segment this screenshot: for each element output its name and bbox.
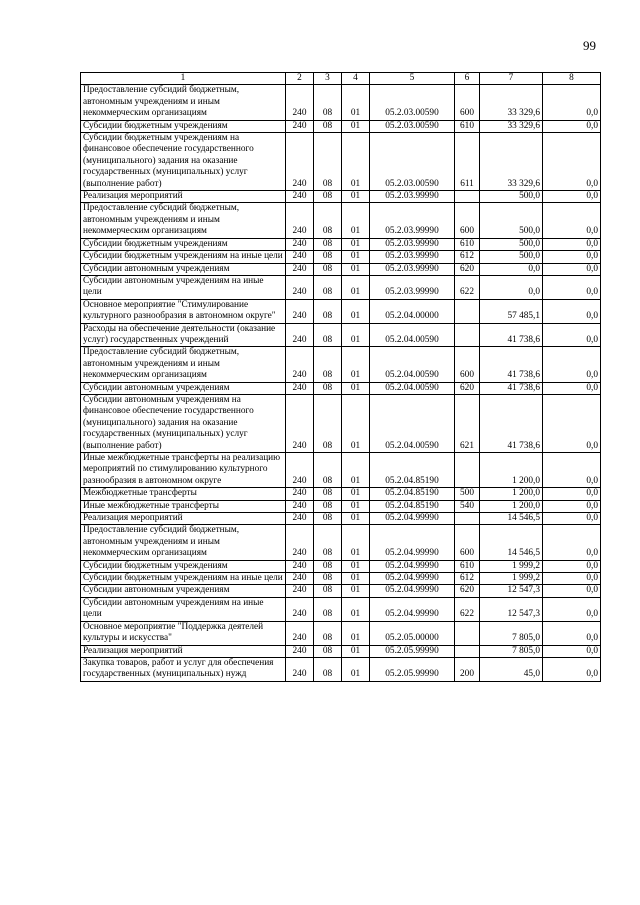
table-row (81, 263, 601, 275)
expense-type-cell: 612 (455, 573, 480, 585)
amount-extra-cell: 0,0 (543, 251, 601, 263)
expense-type-cell: 622 (455, 597, 480, 621)
expense-type-cell (455, 621, 480, 645)
section-cell: 08 (314, 573, 342, 585)
row-name-cell: Реализация мероприятий (81, 645, 286, 657)
section-cell: 08 (314, 560, 342, 572)
amount-extra-cell: 0,0 (543, 621, 601, 645)
section-cell: 08 (314, 585, 342, 597)
admin-code-cell: 240 (286, 394, 314, 452)
table-row (81, 238, 601, 250)
table-body (81, 73, 601, 682)
target-article-cell: 05.2.04.99990 (370, 525, 455, 560)
subsection-cell: 01 (342, 525, 370, 560)
expense-type-cell: 200 (455, 657, 480, 681)
amount-extra-cell: 0,0 (543, 203, 601, 238)
expense-type-cell: 620 (455, 263, 480, 275)
table-row (81, 394, 601, 452)
subsection-cell: 01 (342, 191, 370, 203)
admin-code-cell: 240 (286, 120, 314, 132)
amount-cell: 500,0 (480, 251, 543, 263)
target-article-cell: 05.2.04.85190 (370, 500, 455, 512)
expense-type-cell (455, 191, 480, 203)
table-row (81, 347, 601, 382)
subsection-cell: 01 (342, 251, 370, 263)
expense-type-cell: 621 (455, 394, 480, 452)
row-name-cell: Субсидии бюджетным учреждениям (81, 120, 286, 132)
amount-cell: 57 485,1 (480, 299, 543, 323)
amount-cell: 0,0 (480, 275, 543, 299)
row-name-cell: Субсидии автономным учреждениям на иные цели (81, 275, 286, 299)
row-name-cell: Субсидии бюджетным учреждениям на иные цели (81, 251, 286, 263)
expense-type-cell: 600 (455, 525, 480, 560)
expense-type-cell (455, 513, 480, 525)
table-row (81, 323, 601, 347)
section-cell: 08 (314, 525, 342, 560)
row-name-cell: Субсидии бюджетным учреждениям (81, 238, 286, 250)
admin-code-cell: 240 (286, 133, 314, 191)
section-cell: 08 (314, 203, 342, 238)
row-name-cell: Субсидии бюджетным учреждениям на иные цели (81, 573, 286, 585)
expense-type-cell: 610 (455, 120, 480, 132)
subsection-cell: 01 (342, 263, 370, 275)
expense-type-cell: 622 (455, 275, 480, 299)
amount-cell: 500,0 (480, 203, 543, 238)
section-cell: 08 (314, 621, 342, 645)
section-cell: 08 (314, 347, 342, 382)
subsection-cell: 01 (342, 573, 370, 585)
amount-cell: 41 738,6 (480, 323, 543, 347)
table-row (81, 585, 601, 597)
amount-cell: 33 329,6 (480, 85, 543, 120)
column-header: 1 (81, 73, 286, 85)
table-row (81, 120, 601, 132)
target-article-cell: 05.2.04.85190 (370, 453, 455, 488)
section-cell: 08 (314, 275, 342, 299)
amount-cell: 1 200,0 (480, 500, 543, 512)
amount-cell: 1 999,2 (480, 560, 543, 572)
admin-code-cell: 240 (286, 573, 314, 585)
expense-type-cell: 600 (455, 347, 480, 382)
row-name-cell: Субсидии автономным учреждениям (81, 585, 286, 597)
amount-extra-cell: 0,0 (543, 382, 601, 394)
row-name-cell: Предоставление субсидий бюджетным, автономным учреждениям и иным некоммерческим организациям (81, 203, 286, 238)
row-name-cell: Иные межбюджетные трансферты на реализацию мероприятий по стимулированию культурного разнообразия в автономном округе (81, 453, 286, 488)
amount-cell: 7 805,0 (480, 621, 543, 645)
subsection-cell: 01 (342, 133, 370, 191)
expense-type-cell: 610 (455, 560, 480, 572)
target-article-cell: 05.2.05.99990 (370, 645, 455, 657)
amount-extra-cell: 0,0 (543, 597, 601, 621)
row-name-cell: Закупка товаров, работ и услуг для обеспечения государственных (муниципальных) нужд (81, 657, 286, 681)
table-row (81, 525, 601, 560)
amount-extra-cell: 0,0 (543, 394, 601, 452)
subsection-cell: 01 (342, 597, 370, 621)
amount-extra-cell: 0,0 (543, 85, 601, 120)
admin-code-cell: 240 (286, 597, 314, 621)
table-row (81, 645, 601, 657)
column-header: 3 (314, 73, 342, 85)
budget-table (80, 72, 601, 682)
amount-extra-cell: 0,0 (543, 525, 601, 560)
section-cell: 08 (314, 394, 342, 452)
expense-type-cell (455, 453, 480, 488)
target-article-cell: 05.2.04.00590 (370, 382, 455, 394)
subsection-cell: 01 (342, 453, 370, 488)
column-header: 8 (543, 73, 601, 85)
column-header: 2 (286, 73, 314, 85)
table-row (81, 133, 601, 191)
amount-cell: 41 738,6 (480, 347, 543, 382)
expense-type-cell: 620 (455, 382, 480, 394)
target-article-cell: 05.2.03.99990 (370, 203, 455, 238)
target-article-cell: 05.2.04.99990 (370, 585, 455, 597)
amount-extra-cell: 0,0 (543, 645, 601, 657)
column-header: 6 (455, 73, 480, 85)
expense-type-cell (455, 645, 480, 657)
admin-code-cell: 240 (286, 560, 314, 572)
amount-extra-cell: 0,0 (543, 513, 601, 525)
section-cell: 08 (314, 85, 342, 120)
target-article-cell: 05.2.04.99990 (370, 597, 455, 621)
table-row (81, 251, 601, 263)
expense-type-cell: 620 (455, 585, 480, 597)
section-cell: 08 (314, 657, 342, 681)
subsection-cell: 01 (342, 347, 370, 382)
admin-code-cell: 240 (286, 525, 314, 560)
amount-extra-cell: 0,0 (543, 323, 601, 347)
page-number: 99 (583, 38, 596, 53)
expense-type-cell: 600 (455, 85, 480, 120)
row-name-cell: Предоставление субсидий бюджетным, автономным учреждениям и иным некоммерческим организациям (81, 85, 286, 120)
admin-code-cell: 240 (286, 191, 314, 203)
row-name-cell: Иные межбюджетные трансферты (81, 500, 286, 512)
expense-type-cell (455, 323, 480, 347)
row-name-cell: Субсидии автономным учреждениям (81, 382, 286, 394)
amount-cell: 0,0 (480, 263, 543, 275)
subsection-cell: 01 (342, 394, 370, 452)
subsection-cell: 01 (342, 238, 370, 250)
admin-code-cell: 240 (286, 382, 314, 394)
admin-code-cell: 240 (286, 500, 314, 512)
subsection-cell: 01 (342, 621, 370, 645)
amount-cell: 1 200,0 (480, 488, 543, 500)
expense-type-cell: 600 (455, 203, 480, 238)
target-article-cell: 05.2.03.99990 (370, 263, 455, 275)
target-article-cell: 05.2.05.00000 (370, 621, 455, 645)
table-row (81, 299, 601, 323)
subsection-cell: 01 (342, 645, 370, 657)
amount-extra-cell: 0,0 (543, 299, 601, 323)
target-article-cell: 05.2.04.99990 (370, 513, 455, 525)
section-cell: 08 (314, 382, 342, 394)
admin-code-cell: 240 (286, 238, 314, 250)
subsection-cell: 01 (342, 657, 370, 681)
table-row (81, 500, 601, 512)
subsection-cell: 01 (342, 85, 370, 120)
amount-extra-cell: 0,0 (543, 347, 601, 382)
subsection-cell: 01 (342, 585, 370, 597)
expense-type-cell: 500 (455, 488, 480, 500)
target-article-cell: 05.2.03.00590 (370, 120, 455, 132)
amount-extra-cell: 0,0 (543, 657, 601, 681)
target-article-cell: 05.2.04.00590 (370, 394, 455, 452)
section-cell: 08 (314, 238, 342, 250)
table-row (81, 560, 601, 572)
expense-type-cell: 540 (455, 500, 480, 512)
column-header: 7 (480, 73, 543, 85)
amount-cell: 45,0 (480, 657, 543, 681)
amount-extra-cell: 0,0 (543, 238, 601, 250)
admin-code-cell: 240 (286, 585, 314, 597)
section-cell: 08 (314, 299, 342, 323)
column-header: 4 (342, 73, 370, 85)
table-row (81, 573, 601, 585)
row-name-cell: Субсидии бюджетным учреждениям на финансовое обеспечение государственного (муниципального) задания на оказание государственных (муниципальных) услуг (выполнение работ) (81, 133, 286, 191)
amount-cell: 1 200,0 (480, 453, 543, 488)
section-cell: 08 (314, 488, 342, 500)
section-cell: 08 (314, 191, 342, 203)
target-article-cell: 05.2.03.99990 (370, 191, 455, 203)
row-name-cell: Реализация мероприятий (81, 191, 286, 203)
admin-code-cell: 240 (286, 657, 314, 681)
target-article-cell: 05.2.03.99990 (370, 275, 455, 299)
amount-cell: 500,0 (480, 191, 543, 203)
table-row (81, 85, 601, 120)
table-row (81, 191, 601, 203)
section-cell: 08 (314, 133, 342, 191)
admin-code-cell: 240 (286, 85, 314, 120)
amount-cell: 14 546,5 (480, 525, 543, 560)
table-row (81, 275, 601, 299)
amount-cell: 33 329,6 (480, 133, 543, 191)
row-name-cell: Предоставление субсидий бюджетным, автономным учреждениям и иным некоммерческим организациям (81, 347, 286, 382)
admin-code-cell: 240 (286, 275, 314, 299)
amount-extra-cell: 0,0 (543, 275, 601, 299)
target-article-cell: 05.2.03.00590 (370, 133, 455, 191)
admin-code-cell: 240 (286, 323, 314, 347)
target-article-cell: 05.2.03.99990 (370, 238, 455, 250)
target-article-cell: 05.2.04.00590 (370, 323, 455, 347)
subsection-cell: 01 (342, 275, 370, 299)
row-name-cell: Предоставление субсидий бюджетным, автономным учреждениям и иным некоммерческим организациям (81, 525, 286, 560)
table-row (81, 203, 601, 238)
amount-extra-cell: 0,0 (543, 120, 601, 132)
row-name-cell: Межбюджетные трансферты (81, 488, 286, 500)
expense-type-cell: 611 (455, 133, 480, 191)
amount-extra-cell: 0,0 (543, 191, 601, 203)
amount-extra-cell: 0,0 (543, 488, 601, 500)
admin-code-cell: 240 (286, 453, 314, 488)
target-article-cell: 05.2.03.99990 (370, 251, 455, 263)
section-cell: 08 (314, 120, 342, 132)
amount-cell: 14 546,5 (480, 513, 543, 525)
admin-code-cell: 240 (286, 299, 314, 323)
row-name-cell: Реализация мероприятий (81, 513, 286, 525)
subsection-cell: 01 (342, 488, 370, 500)
admin-code-cell: 240 (286, 263, 314, 275)
table-row (81, 597, 601, 621)
section-cell: 08 (314, 263, 342, 275)
subsection-cell: 01 (342, 500, 370, 512)
target-article-cell: 05.2.04.85190 (370, 488, 455, 500)
row-name-cell: Субсидии автономным учреждениям на иные цели (81, 597, 286, 621)
row-name-cell: Основное мероприятие "Поддержка деятелей культуры и искусства" (81, 621, 286, 645)
subsection-cell: 01 (342, 299, 370, 323)
table-row (81, 488, 601, 500)
amount-extra-cell: 0,0 (543, 263, 601, 275)
subsection-cell: 01 (342, 513, 370, 525)
amount-cell: 12 547,3 (480, 585, 543, 597)
table-row (81, 513, 601, 525)
section-cell: 08 (314, 645, 342, 657)
amount-extra-cell: 0,0 (543, 453, 601, 488)
amount-cell: 33 329,6 (480, 120, 543, 132)
subsection-cell: 01 (342, 382, 370, 394)
row-name-cell: Субсидии бюджетным учреждениям (81, 560, 286, 572)
amount-cell: 41 738,6 (480, 382, 543, 394)
amount-extra-cell: 0,0 (543, 500, 601, 512)
target-article-cell: 05.2.04.99990 (370, 560, 455, 572)
admin-code-cell: 240 (286, 645, 314, 657)
section-cell: 08 (314, 251, 342, 263)
target-article-cell: 05.2.04.00590 (370, 347, 455, 382)
amount-cell: 1 999,2 (480, 573, 543, 585)
section-cell: 08 (314, 500, 342, 512)
row-name-cell: Основное мероприятие "Стимулирование культурного разнообразия в автономном округе" (81, 299, 286, 323)
row-name-cell: Расходы на обеспечение деятельности (оказание услуг) государственных учреждений (81, 323, 286, 347)
amount-extra-cell: 0,0 (543, 560, 601, 572)
amount-extra-cell: 0,0 (543, 573, 601, 585)
admin-code-cell: 240 (286, 347, 314, 382)
admin-code-cell: 240 (286, 251, 314, 263)
amount-cell: 12 547,3 (480, 597, 543, 621)
table-row (81, 657, 601, 681)
row-name-cell: Субсидии автономным учреждениям (81, 263, 286, 275)
table-row (81, 382, 601, 394)
expense-type-cell: 610 (455, 238, 480, 250)
amount-extra-cell: 0,0 (543, 133, 601, 191)
target-article-cell: 05.2.03.00590 (370, 85, 455, 120)
target-article-cell: 05.2.05.99990 (370, 657, 455, 681)
expense-type-cell (455, 299, 480, 323)
column-header: 5 (370, 73, 455, 85)
section-cell: 08 (314, 453, 342, 488)
subsection-cell: 01 (342, 323, 370, 347)
admin-code-cell: 240 (286, 621, 314, 645)
amount-cell: 500,0 (480, 238, 543, 250)
admin-code-cell: 240 (286, 203, 314, 238)
section-cell: 08 (314, 323, 342, 347)
row-name-cell: Субсидии автономным учреждениям на финансовое обеспечение государственного (муниципального) задания на оказание государственных (муниципальных) услуг (выполнение работ) (81, 394, 286, 452)
amount-cell: 41 738,6 (480, 394, 543, 452)
target-article-cell: 05.2.04.99990 (370, 573, 455, 585)
admin-code-cell: 240 (286, 488, 314, 500)
table-row (81, 621, 601, 645)
subsection-cell: 01 (342, 203, 370, 238)
table-row (81, 453, 601, 488)
amount-extra-cell: 0,0 (543, 585, 601, 597)
section-cell: 08 (314, 513, 342, 525)
target-article-cell: 05.2.04.00000 (370, 299, 455, 323)
subsection-cell: 01 (342, 560, 370, 572)
amount-cell: 7 805,0 (480, 645, 543, 657)
section-cell: 08 (314, 597, 342, 621)
admin-code-cell: 240 (286, 513, 314, 525)
subsection-cell: 01 (342, 120, 370, 132)
header-row (81, 73, 601, 85)
expense-type-cell: 612 (455, 251, 480, 263)
